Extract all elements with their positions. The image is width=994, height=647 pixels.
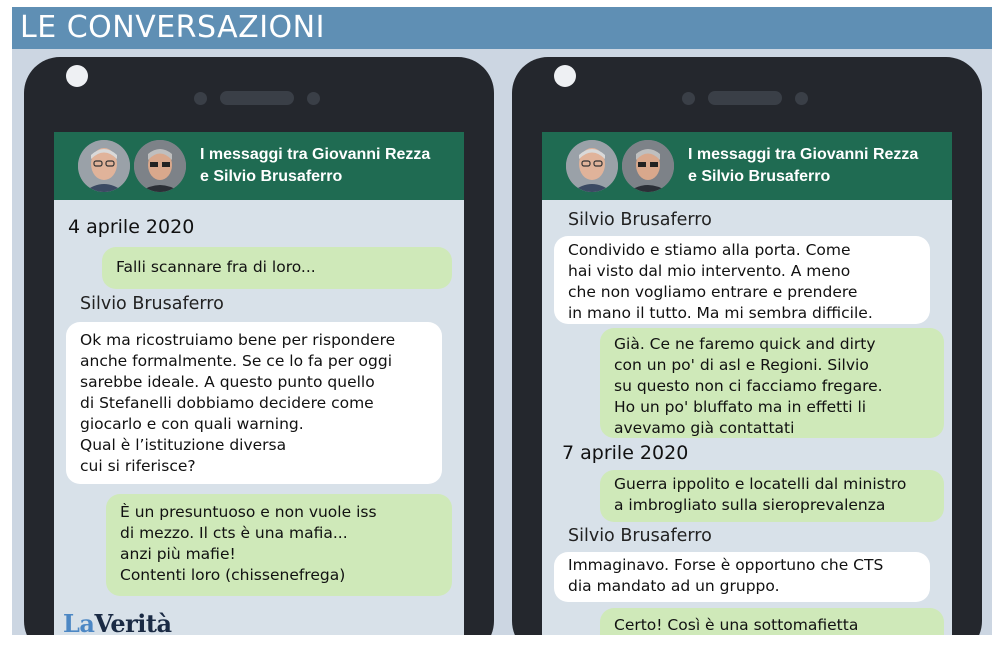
chat-screen-right	[542, 132, 952, 635]
date-label: 7 aprile 2020	[562, 442, 689, 464]
date-label: 4 aprile 2020	[68, 216, 195, 238]
message-outgoing: Guerra ippolito e locatelli dal ministro a imbrogliato sulla sieroprevalenza	[600, 470, 944, 522]
chat-header	[542, 132, 952, 200]
chat-title: I messaggi tra Giovanni Rezza e Silvio Brusaferro	[200, 146, 431, 185]
chat-title: I messaggi tra Giovanni Rezza e Silvio Brusaferro	[688, 146, 919, 185]
sensor-icon	[307, 92, 320, 105]
chat-screen-left	[54, 132, 464, 635]
message-outgoing: È un presuntuoso e non vuole iss di mezzo. Il cts è una mafia... anzi più mafie! Contenti loro (chissenefrega)	[106, 494, 452, 596]
sensor-icon	[795, 92, 808, 105]
speaker-icon	[220, 91, 294, 105]
message-outgoing: Falli scannare fra di loro...	[102, 247, 452, 289]
avatar	[566, 140, 618, 192]
speaker-icon	[708, 91, 782, 105]
camera-icon	[66, 65, 88, 87]
chat-header	[54, 132, 464, 200]
message-incoming: Ok ma ricostruiamo bene per rispondere anche formalmente. Se ce lo fa per oggi sarebbe ideale. A questo punto quello di Stefanelli dobbiamo decidere come giocarlo e con quali warning. Qual è l’istituzione diversa cui si riferisce?	[66, 322, 442, 484]
sender-label: Silvio Brusaferro	[568, 526, 712, 546]
message-outgoing: Certo! Così è una sottomafietta	[600, 608, 944, 635]
message-incoming: Immaginavo. Forse è opportuno che CTS dia mandato ad un gruppo.	[554, 552, 930, 602]
phone-right	[512, 57, 982, 635]
sender-label: Silvio Brusaferro	[568, 210, 712, 230]
page-title: LE CONVERSAZIONI	[20, 10, 325, 45]
sender-label: Silvio Brusaferro	[80, 294, 224, 314]
sensor-icon	[194, 92, 207, 105]
phone-left	[24, 57, 494, 635]
message-incoming: Condivido e stiamo alla porta. Come hai visto dal mio intervento. A meno che non vogliamo entrare e prendere in mano il tutto. Ma mi sembra difficile.	[554, 236, 930, 324]
infographic	[12, 7, 992, 635]
camera-icon	[554, 65, 576, 87]
title-bar	[12, 7, 992, 49]
avatar	[78, 140, 130, 192]
la-verita-logo: LaVerità	[63, 609, 172, 635]
avatar	[134, 140, 186, 192]
sensor-icon	[682, 92, 695, 105]
message-outgoing: Già. Ce ne faremo quick and dirty con un po' di asl e Regioni. Silvio su questo non ci facciamo fregare. Ho un po' bluffato ma in effetti li avevamo già contattati	[600, 328, 944, 438]
avatar	[622, 140, 674, 192]
